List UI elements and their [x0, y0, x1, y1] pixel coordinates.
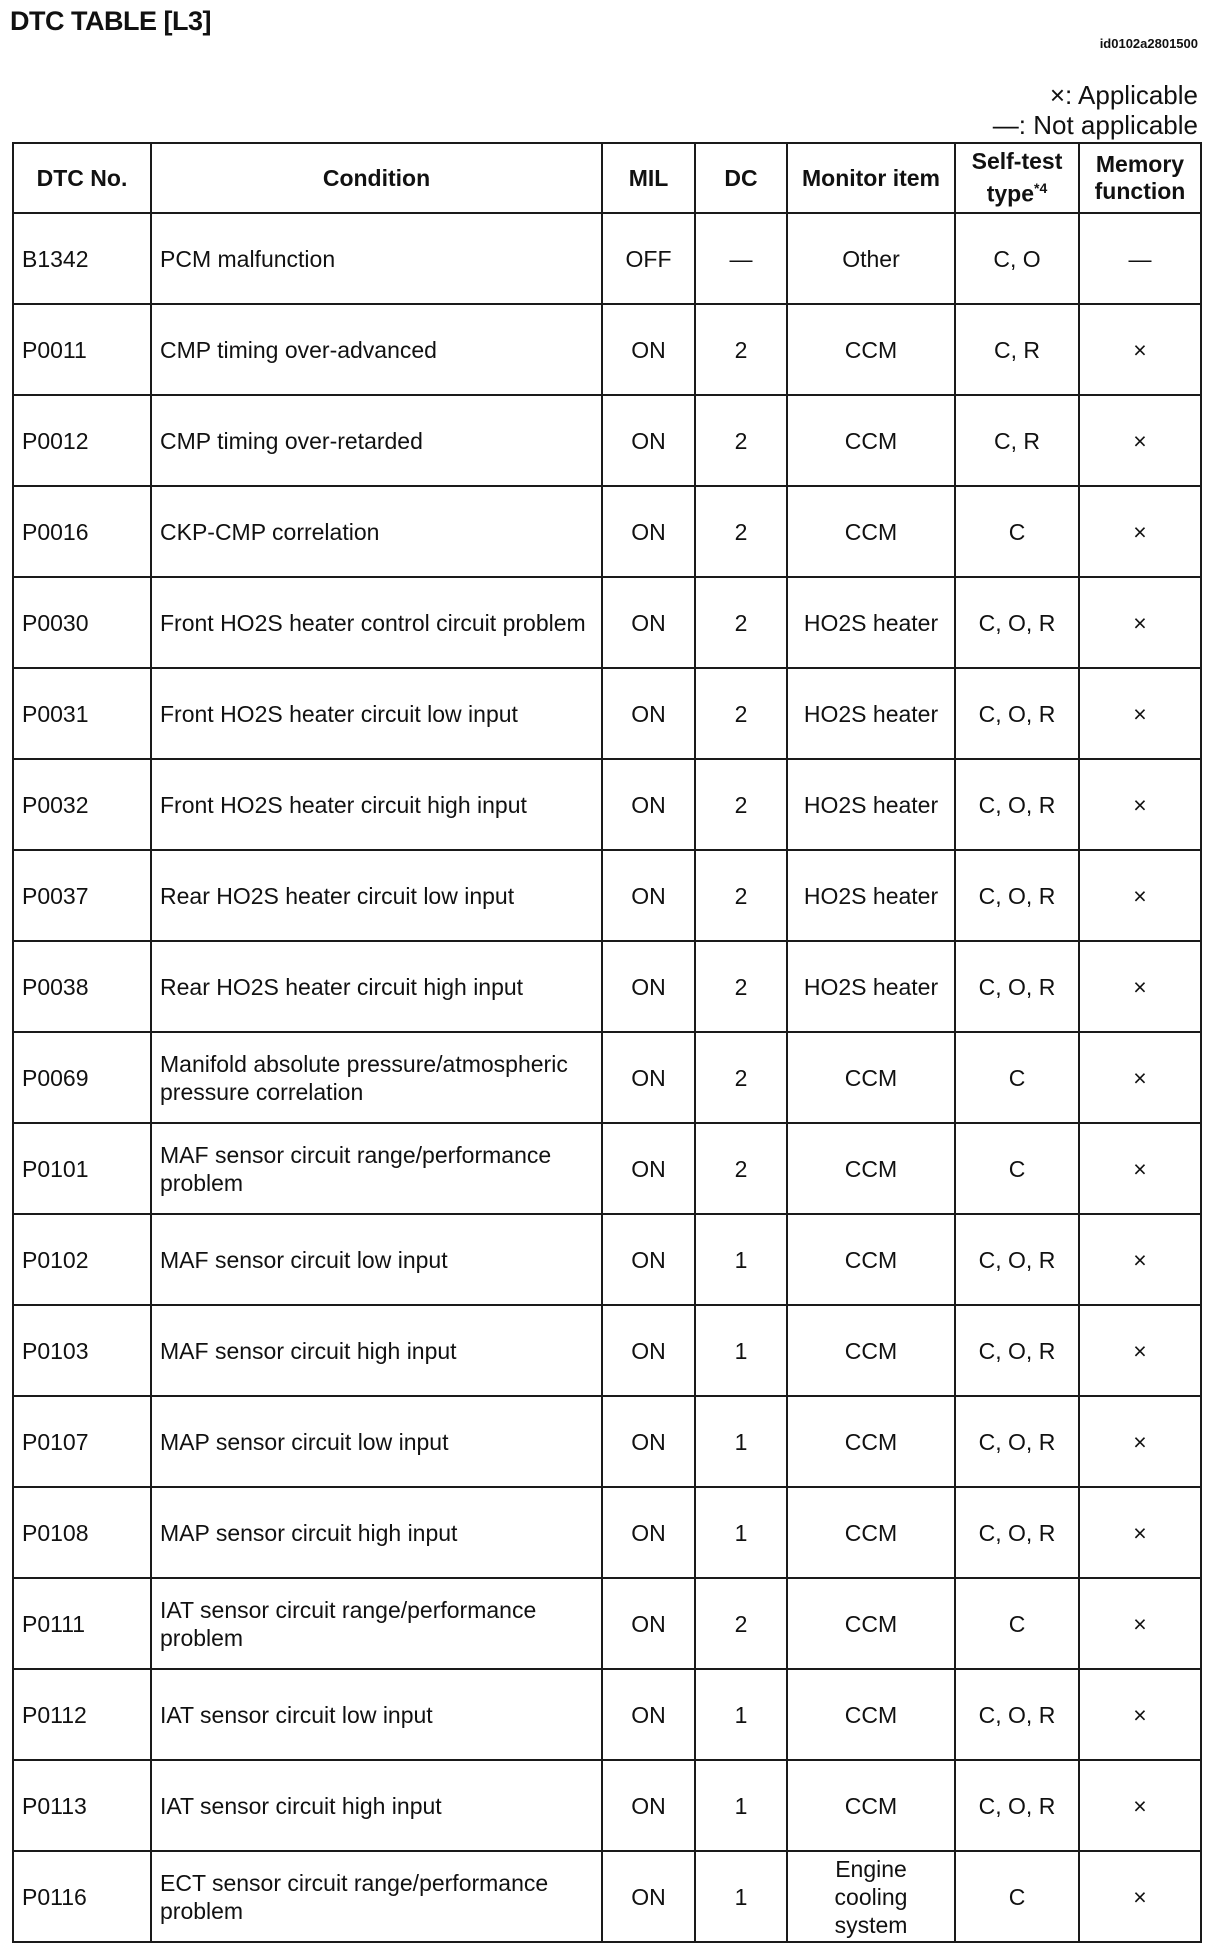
cell-dc: 1	[695, 1214, 787, 1305]
cell-memory-function: ×	[1079, 668, 1201, 759]
cell-memory-function: ×	[1079, 577, 1201, 668]
cell-condition: MAP sensor circuit high input	[151, 1487, 602, 1578]
cell-dtc-no: P0031	[13, 668, 151, 759]
cell-dtc-no: P0111	[13, 1578, 151, 1669]
table-row	[13, 1123, 1201, 1214]
table-row	[13, 1214, 1201, 1305]
table-row	[13, 1760, 1201, 1851]
cell-dtc-no: P0069	[13, 1032, 151, 1123]
cell-dc: 2	[695, 1578, 787, 1669]
cell-mil: ON	[602, 1851, 695, 1942]
cell-memory-function: ×	[1079, 1396, 1201, 1487]
cell-self-test-type: C	[955, 1032, 1079, 1123]
cell-monitor-item: CCM	[787, 1214, 955, 1305]
cell-dc: 1	[695, 1760, 787, 1851]
cell-dtc-no: P0103	[13, 1305, 151, 1396]
cell-condition: IAT sensor circuit high input	[151, 1760, 602, 1851]
table-row	[13, 1669, 1201, 1760]
cell-dc: 2	[695, 668, 787, 759]
table-row	[13, 1396, 1201, 1487]
cell-mil: ON	[602, 304, 695, 395]
cell-self-test-type: C, O, R	[955, 1487, 1079, 1578]
cell-memory-function: ×	[1079, 1669, 1201, 1760]
cell-dtc-no: P0101	[13, 1123, 151, 1214]
cell-memory-function: ×	[1079, 1214, 1201, 1305]
column-header-monitor-item: Monitor item	[787, 143, 955, 213]
cell-dtc-no: P0102	[13, 1214, 151, 1305]
table-row	[13, 1578, 1201, 1669]
table-row	[13, 941, 1201, 1032]
cell-self-test-type: C	[955, 1851, 1079, 1942]
cell-memory-function: ×	[1079, 395, 1201, 486]
cell-dtc-no: P0107	[13, 1396, 151, 1487]
cell-memory-function: ×	[1079, 1578, 1201, 1669]
cell-monitor-item: HO2S heater	[787, 759, 955, 850]
cell-condition: ECT sensor circuit range/performance problem	[151, 1851, 602, 1942]
cell-mil: ON	[602, 395, 695, 486]
cell-mil: ON	[602, 1305, 695, 1396]
cell-dtc-no: P0113	[13, 1760, 151, 1851]
cell-dtc-no: P0012	[13, 395, 151, 486]
cell-self-test-type: C	[955, 486, 1079, 577]
cell-mil: ON	[602, 486, 695, 577]
cell-memory-function: ×	[1079, 1851, 1201, 1942]
cell-dc: 2	[695, 759, 787, 850]
cell-condition: Front HO2S heater circuit low input	[151, 668, 602, 759]
cell-mil: ON	[602, 1487, 695, 1578]
cell-self-test-type: C, R	[955, 304, 1079, 395]
cell-self-test-type: C, O, R	[955, 1214, 1079, 1305]
cell-mil: ON	[602, 1760, 695, 1851]
self-test-label-line2: type	[986, 180, 1035, 207]
table-row	[13, 213, 1201, 304]
self-test-label-line1: Self-test	[971, 148, 1063, 175]
cell-memory-function: ×	[1079, 1032, 1201, 1123]
cell-dc: 2	[695, 304, 787, 395]
cell-monitor-item: CCM	[787, 486, 955, 577]
cell-dc: 2	[695, 577, 787, 668]
table-row	[13, 1851, 1201, 1942]
cell-monitor-item: HO2S heater	[787, 577, 955, 668]
cell-condition: IAT sensor circuit low input	[151, 1669, 602, 1760]
cell-monitor-item: CCM	[787, 1032, 955, 1123]
column-header-mil: MIL	[602, 143, 695, 213]
cell-dtc-no: P0011	[13, 304, 151, 395]
cell-self-test-type: C, O, R	[955, 577, 1079, 668]
cell-self-test-type: C, O, R	[955, 668, 1079, 759]
column-header-dc: DC	[695, 143, 787, 213]
cell-memory-function: ×	[1079, 1123, 1201, 1214]
table-row	[13, 1487, 1201, 1578]
cell-condition: Front HO2S heater control circuit problem	[151, 577, 602, 668]
cell-condition: CKP-CMP correlation	[151, 486, 602, 577]
cell-dtc-no: P0037	[13, 850, 151, 941]
cell-dc: 1	[695, 1851, 787, 1942]
cell-monitor-item: CCM	[787, 1760, 955, 1851]
table-row	[13, 395, 1201, 486]
cell-condition: MAF sensor circuit low input	[151, 1214, 602, 1305]
cell-memory-function: —	[1079, 213, 1201, 304]
cell-self-test-type: C, O, R	[955, 941, 1079, 1032]
cell-self-test-type: C, O	[955, 213, 1079, 304]
cell-dc: 1	[695, 1669, 787, 1760]
cell-dtc-no: P0112	[13, 1669, 151, 1760]
cell-mil: ON	[602, 1669, 695, 1760]
cell-condition: MAP sensor circuit low input	[151, 1396, 602, 1487]
cell-self-test-type: C, O, R	[955, 850, 1079, 941]
cell-mil: ON	[602, 1578, 695, 1669]
cell-memory-function: ×	[1079, 304, 1201, 395]
cell-mil: ON	[602, 1123, 695, 1214]
cell-monitor-item: Other	[787, 213, 955, 304]
cell-dtc-no: P0016	[13, 486, 151, 577]
cell-monitor-item: CCM	[787, 395, 955, 486]
cell-self-test-type: C, O, R	[955, 1760, 1079, 1851]
cell-mil: ON	[602, 1396, 695, 1487]
cell-dtc-no: P0030	[13, 577, 151, 668]
cell-condition: IAT sensor circuit range/performance problem	[151, 1578, 602, 1669]
cell-self-test-type: C, O, R	[955, 1396, 1079, 1487]
cell-dc: 1	[695, 1487, 787, 1578]
page-title: DTC TABLE [L3]	[10, 6, 211, 36]
cell-monitor-item: CCM	[787, 1123, 955, 1214]
cell-dtc-no: P0108	[13, 1487, 151, 1578]
cell-dc: 1	[695, 1396, 787, 1487]
legend-not-applicable: —: Not applicable	[992, 110, 1198, 140]
document-id: id0102a2801500	[1099, 36, 1198, 51]
table-row	[13, 486, 1201, 577]
table-row	[13, 304, 1201, 395]
cell-monitor-item: HO2S heater	[787, 850, 955, 941]
cell-memory-function: ×	[1079, 850, 1201, 941]
cell-condition: Rear HO2S heater circuit high input	[151, 941, 602, 1032]
cell-self-test-type: C, R	[955, 395, 1079, 486]
cell-self-test-type: C, O, R	[955, 759, 1079, 850]
cell-condition: CMP timing over-advanced	[151, 304, 602, 395]
table-row	[13, 759, 1201, 850]
cell-monitor-item: CCM	[787, 1578, 955, 1669]
cell-condition: MAF sensor circuit high input	[151, 1305, 602, 1396]
cell-memory-function: ×	[1079, 1487, 1201, 1578]
cell-memory-function: ×	[1079, 1760, 1201, 1851]
cell-dtc-no: B1342	[13, 213, 151, 304]
cell-monitor-item: HO2S heater	[787, 941, 955, 1032]
cell-mil: ON	[602, 1214, 695, 1305]
table-row	[13, 1305, 1201, 1396]
column-header-memory-function	[1079, 143, 1201, 213]
cell-monitor-item: HO2S heater	[787, 668, 955, 759]
memory-label-line1: Memory	[1095, 151, 1185, 177]
table-row	[13, 668, 1201, 759]
table-header-row	[13, 143, 1201, 213]
legend	[993, 80, 1198, 140]
column-header-self-test-type	[955, 143, 1079, 213]
table-body	[13, 213, 1201, 1942]
cell-memory-function: ×	[1079, 486, 1201, 577]
cell-self-test-type: C	[955, 1123, 1079, 1214]
cell-memory-function: ×	[1079, 1305, 1201, 1396]
cell-dtc-no: P0038	[13, 941, 151, 1032]
cell-self-test-type: C, O, R	[955, 1305, 1079, 1396]
memory-label-line2: function	[1094, 178, 1186, 204]
dtc-table	[12, 142, 1202, 1943]
cell-dc: 2	[695, 941, 787, 1032]
cell-memory-function: ×	[1079, 759, 1201, 850]
cell-condition: CMP timing over-retarded	[151, 395, 602, 486]
table-row	[13, 577, 1201, 668]
cell-mil: OFF	[602, 213, 695, 304]
cell-memory-function: ×	[1079, 941, 1201, 1032]
cell-monitor-item: CCM	[787, 304, 955, 395]
cell-dc: 2	[695, 850, 787, 941]
cell-condition: MAF sensor circuit range/performance problem	[151, 1123, 602, 1214]
cell-mil: ON	[602, 577, 695, 668]
cell-dc: 2	[695, 1123, 787, 1214]
cell-dc: —	[695, 213, 787, 304]
cell-condition: Front HO2S heater circuit high input	[151, 759, 602, 850]
column-header-condition: Condition	[151, 143, 602, 213]
cell-monitor-item: CCM	[787, 1487, 955, 1578]
cell-monitor-item: CCM	[787, 1305, 955, 1396]
cell-condition: PCM malfunction	[151, 213, 602, 304]
cell-dtc-no: P0032	[13, 759, 151, 850]
cell-monitor-item: CCM	[787, 1669, 955, 1760]
cell-mil: ON	[602, 668, 695, 759]
cell-condition: Rear HO2S heater circuit low input	[151, 850, 602, 941]
cell-self-test-type: C, O, R	[955, 1669, 1079, 1760]
cell-mil: ON	[602, 1032, 695, 1123]
cell-self-test-type: C	[955, 1578, 1079, 1669]
cell-monitor-item: CCM	[787, 1396, 955, 1487]
cell-mil: ON	[602, 850, 695, 941]
cell-dc: 2	[695, 1032, 787, 1123]
cell-monitor-item: Engine cooling system	[787, 1851, 955, 1942]
cell-dc: 2	[695, 486, 787, 577]
legend-applicable: ×: Applicable	[1049, 80, 1198, 110]
cell-mil: ON	[602, 941, 695, 1032]
cell-dc: 1	[695, 1305, 787, 1396]
column-header-dtc-no: DTC No.	[13, 143, 151, 213]
table-row	[13, 1032, 1201, 1123]
cell-mil: ON	[602, 759, 695, 850]
self-test-footnote-mark: *4	[1034, 180, 1048, 197]
cell-dc: 2	[695, 395, 787, 486]
cell-condition: Manifold absolute pressure/atmospheric pressure correlation	[151, 1032, 602, 1123]
table-row	[13, 850, 1201, 941]
cell-dtc-no: P0116	[13, 1851, 151, 1942]
